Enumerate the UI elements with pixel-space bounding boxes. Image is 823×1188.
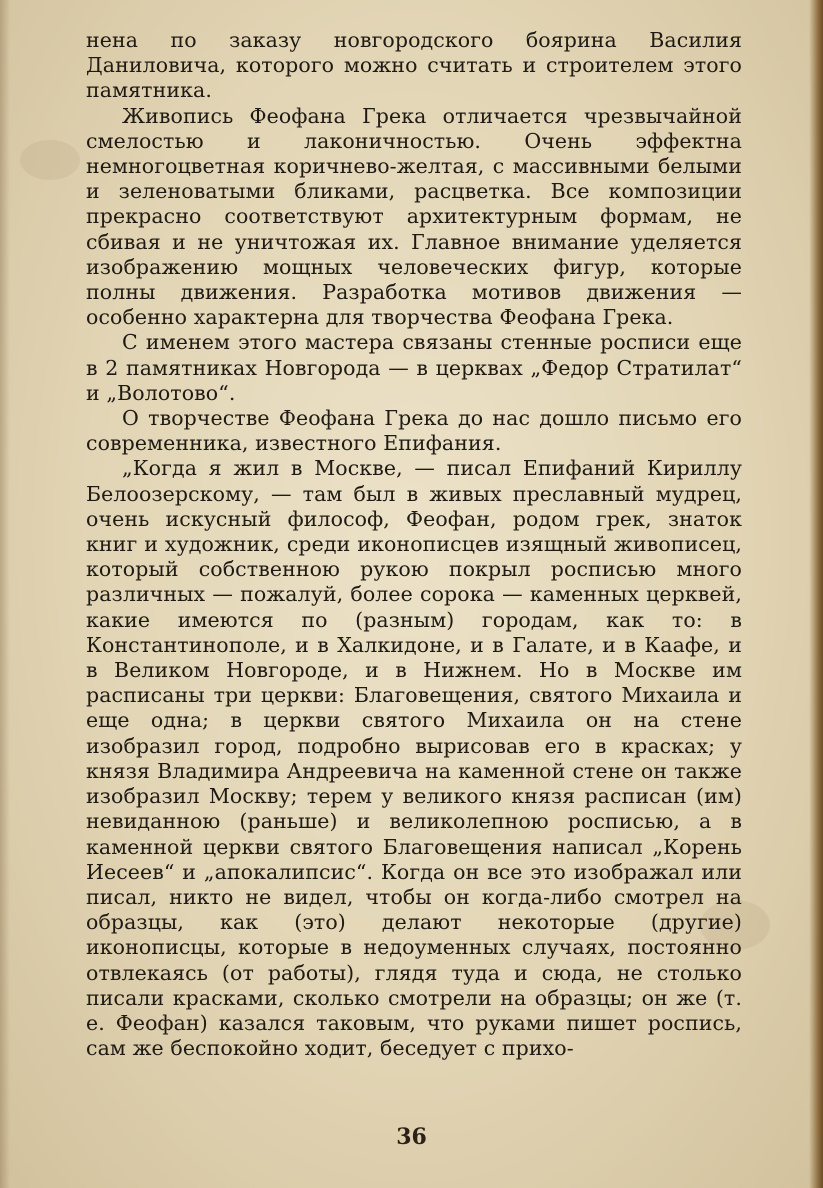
page-binding-edge: [809, 0, 823, 1188]
paragraph: нена по заказу новгородского боярина Василия Даниловича, которого можно считать и строителем этого памятника.: [86, 28, 742, 103]
body-text: [86, 28, 742, 1061]
page-number: 36: [396, 1124, 427, 1150]
page-left-shadow: [0, 0, 10, 1188]
paragraph: О творчестве Феофана Грека до нас дошло письмо его современника, известного Епифания.: [86, 406, 742, 456]
paragraph: С именем этого мастера связаны стенные росписи еще в 2 памятниках Новгорода — в церквах „Федор Стратилат“ и „Волотово“.: [86, 330, 742, 405]
paper-stain: [20, 140, 80, 180]
paragraph: „Когда я жил в Москве, — писал Епифаний Кириллу Белоозерскому, — там был в живых преславный мудрец, очень искусный философ, Феофан, родом грек, знаток книг и художник, среди иконописцев изящный живописец, который собственною рукою покрыл росписью много различных — пожалуй, более сорока — каменных церквей, какие имеются по (разным) городам, как то: в Константинополе, и в Халкидоне, и в Галате, и в Каафе, и в Великом Новгороде, и в Нижнем. Но в Москве им расписаны три церкви: Благовещения, святого Михаила и еще одна; в церкви святого Михаила он на стене изобразил город, подробно вырисовав его в красках; у князя Владимира Андреевича на каменной стене он также изобразил Москву; терем у великого князя расписан (им) невиданною (раньше) и великолепною росписью, а в каменной церкви святого Благовещения написал „Корень Иесеев“ и „апокалипсис“. Когда он все это изображал или писал, никто не видел, чтобы он когда-либо смотрел на образцы, как (это) делают некоторые (другие) иконописцы, которые в недоуменных случаях, постоянно отвлекаясь (от работы), глядя туда и сюда, не столько писали красками, сколько смотрели на образцы; он же (т. е. Феофан) казался таковым, что руками пишет роспись, сам же беспокойно ходит, беседует с прихо-: [86, 456, 742, 1061]
paragraph: Живопись Феофана Грека отличается чрезвычайной смелостью и лаконичностью. Очень эффектна немногоцветная коричнево-желтая, с массивными белыми и зеленоватыми бликами, расцветка. Все композиции прекрасно соответствуют архитектурным формам, не сбивая и не уничтожая их. Главное внимание уделяется изображению мощных человеческих фигур, которые полны движения. Разработка мотивов движения — особенно характерна для творчества Феофана Грека.: [86, 103, 742, 330]
